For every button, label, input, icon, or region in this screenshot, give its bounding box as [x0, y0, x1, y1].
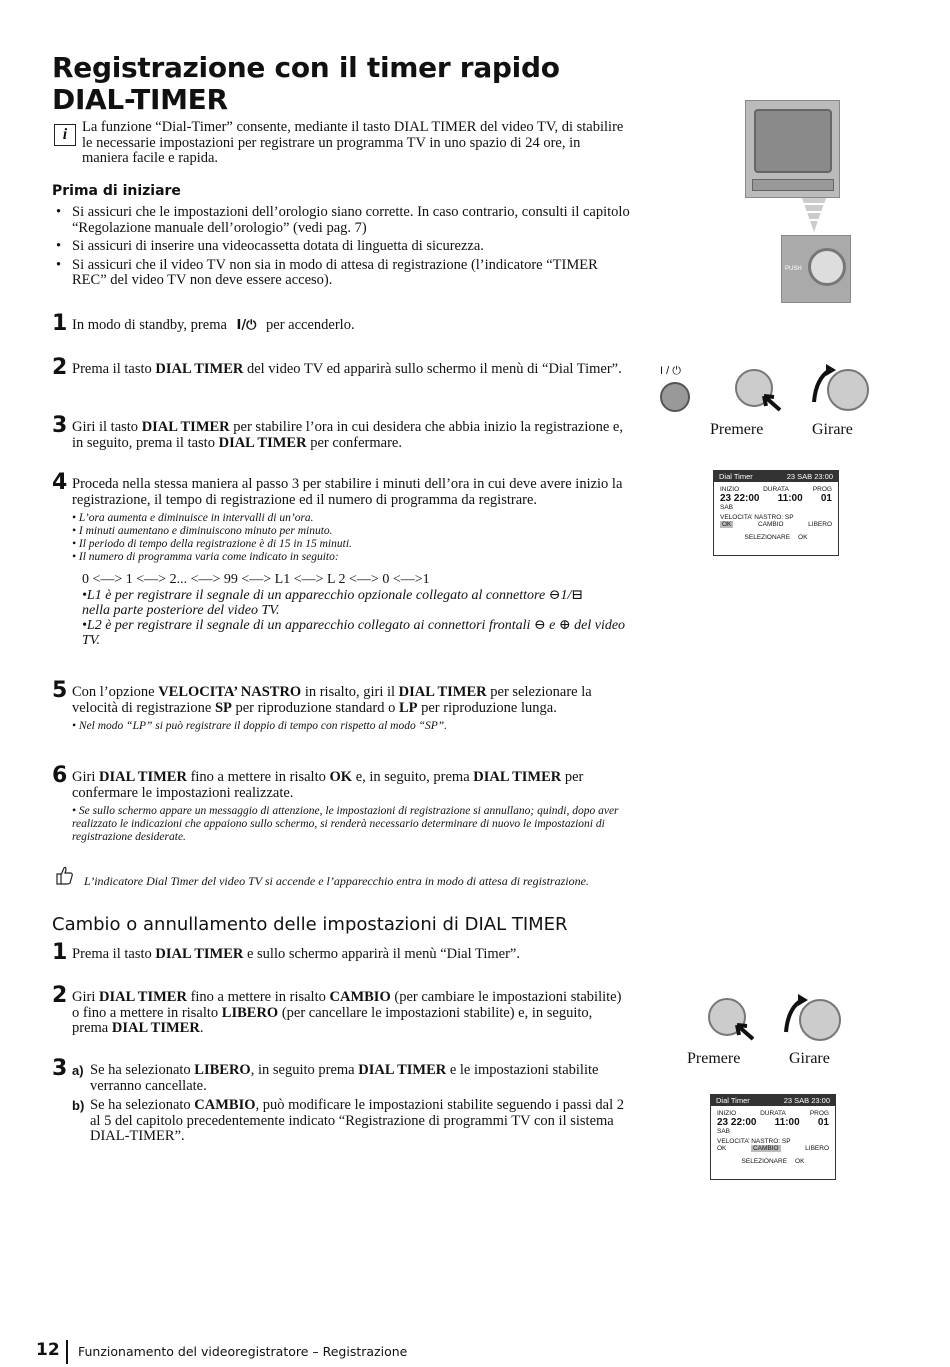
step-text: e le impostazioni stabilite verranno cancellate.	[90, 1062, 599, 1094]
press-label: Premere	[710, 421, 764, 438]
l1-note	[82, 588, 632, 618]
tv-screen	[754, 109, 832, 173]
info-icon: i	[54, 124, 76, 146]
step-text: per stabilire l’ora in cui desidera che abbia inizio la registrazione e, in seguito, prema il tasto	[72, 419, 623, 451]
osd-start-label: INIZIO	[717, 1110, 737, 1117]
step-text: del video TV ed apparirà sullo schermo il menù di “Dial Timer”.	[246, 361, 622, 377]
step-text: Proceda nella stessa maniera al passo 3 per stabilire i minuti dell’ora in cui deve avere inizio la registrazione, il tempo di registrazione ed il numero di programma da registrare.	[72, 476, 623, 508]
page-number: 12	[36, 1340, 60, 1360]
sub-step-label: b)	[72, 1098, 85, 1113]
osd-title: Dial Timer	[719, 472, 753, 481]
key-name: OK	[329, 769, 353, 785]
osd-start-value: 23 22:00	[717, 1117, 757, 1128]
note-text: •L2 è per registrare il segnale di un apparecchio collegato ai connettori frontali	[82, 618, 531, 633]
step-text: Con l’opzione	[72, 684, 155, 700]
program-sequence: 0 <—> 1 <—> 2... <—> 99 <—> L1 <—> L 2 <—> 0 <—>1	[82, 572, 430, 587]
note-text: •L1 è per registrare il segnale di un apparecchio opzionale collegato al connettore	[82, 588, 546, 603]
step-text: per confermare le impostazioni realizzate.	[72, 769, 584, 801]
key-name: VELOCITA’ NASTRO	[158, 684, 302, 700]
power-icon: I/⏻	[236, 318, 257, 333]
dial-closeup	[781, 235, 851, 303]
key-name: SP	[214, 699, 232, 716]
step-text: per selezionare la velocità di registrazione	[72, 684, 592, 716]
step-number: 5	[52, 678, 68, 703]
page-footer	[36, 1338, 536, 1366]
osd-program-value: 01	[820, 493, 832, 504]
step-text: fino a mettere in risalto	[190, 989, 326, 1005]
step-text: Prema il tasto	[72, 946, 152, 962]
key-name: DIAL TIMER	[111, 1020, 200, 1036]
step-text: Se ha selezionato	[90, 1062, 191, 1078]
step-number: 2	[52, 355, 68, 380]
step-text: Se ha selezionato	[90, 1097, 191, 1113]
step-text: Giri	[72, 769, 96, 785]
step-text: , in seguito prema	[250, 1062, 355, 1078]
sub-step-label: a)	[72, 1063, 84, 1078]
osd-day: SAB	[720, 504, 734, 511]
power-button[interactable]	[660, 382, 690, 412]
step-text: e sullo schermo apparirà il menù “Dial Timer”.	[246, 946, 520, 962]
osd-program-label: PROG	[809, 1110, 829, 1117]
step-3	[52, 413, 632, 451]
step-c1	[52, 940, 632, 965]
key-name: CAMBIO	[329, 989, 391, 1005]
osd-program-value: 01	[817, 1117, 829, 1128]
audio-input-icon: ⊕	[558, 618, 571, 633]
l2-note	[82, 618, 632, 648]
osd-clock: 23 SAB 23:00	[783, 1096, 830, 1105]
tip-text: L’indicatore Dial Timer del video TV si accende e l’apparecchio entra in modo di attesa di registrazione.	[84, 874, 589, 888]
input-connector-icon: ⊖	[548, 588, 561, 603]
step-text: fino a mettere in risalto	[190, 769, 326, 785]
key-name: CAMBIO	[194, 1097, 256, 1113]
footer-text: Funzionamento del videoregistratore – Registrazione	[78, 1344, 408, 1359]
osd-ok-hint: OK	[795, 1158, 805, 1165]
step-notes	[72, 512, 632, 564]
note-item: • I minuti aumentano e diminuiscono minuto per minuto.	[72, 525, 333, 537]
step-note: • Se sullo schermo appare un messaggio di attenzione, le impostazioni di registrazione si annullano; quindi, dopo aver realizzato le indicazioni che appaiono sullo schermo, si renderà necessario determinare di nuovo le impostazioni di registrazione desiderate.	[72, 805, 619, 843]
turn-label: Girare	[812, 421, 853, 438]
osd-tape-speed: VELOCITA’ NASTRO: SP	[717, 1138, 791, 1145]
osd-ok-option[interactable]: OK	[717, 1145, 727, 1152]
osd-change-option[interactable]: CAMBIO	[752, 1145, 779, 1152]
step-number: 1	[52, 940, 68, 965]
step-text: .	[199, 1020, 204, 1036]
step-4	[52, 470, 632, 648]
note-item: • Il numero di programma varia come indicato in seguito:	[72, 551, 339, 563]
step-text: , può modificare le impostazioni stabilite seguendo i passi dal 2 al 5 del capitolo precedentemente indicato “Registrazione di programmi TV con il sistema DIAL-TIMER”.	[90, 1097, 624, 1144]
osd-free-option[interactable]: LIBERO	[808, 521, 832, 528]
press-label: Premere	[687, 1050, 741, 1067]
dial-knob[interactable]	[808, 248, 846, 286]
dial-timer-osd	[710, 1094, 836, 1180]
step-number: 4	[52, 470, 68, 495]
osd-select-hint: SELEZIONARE	[741, 1158, 788, 1165]
video-input-icon: ⊖	[533, 618, 546, 633]
key-name: DIAL TIMER	[473, 769, 562, 785]
step-c3	[52, 1056, 632, 1145]
list-item: • Si assicuri che le impostazioni dell’orologio siano corrette. In caso contrario, consulti il capitolo “Regolazione manuale dell’orologio” (vedi pag. 7)	[54, 205, 634, 236]
knob-press-icon	[703, 995, 758, 1043]
osd-clock: 23 SAB 23:00	[786, 472, 833, 481]
osd-program-label: PROG	[812, 486, 832, 493]
scart-icon: ⊟	[571, 588, 584, 603]
osd-day: SAB	[717, 1128, 731, 1135]
list-item: • Si assicuri di inserire una videocassetta dotata di linguetta di sicurezza.	[54, 239, 634, 255]
before-list	[54, 205, 634, 292]
key-name: LP	[398, 699, 418, 716]
osd-ok-hint: OK	[798, 534, 808, 541]
key-name: DIAL TIMER	[155, 946, 244, 962]
step-text: In modo di standby, prema	[72, 317, 227, 333]
step-2	[52, 355, 632, 380]
turn-label: Girare	[789, 1050, 830, 1067]
osd-duration-value: 11:00	[777, 493, 803, 504]
key-name: DIAL TIMER	[155, 361, 244, 377]
arrow-down-icon	[800, 198, 828, 234]
step-c2	[52, 983, 632, 1037]
key-name: DIAL TIMER	[398, 684, 487, 700]
key-name: DIAL TIMER	[218, 434, 307, 451]
step-text: per riproduzione standard o	[235, 699, 396, 716]
step-text: (per cancellare le impostazioni stabilite) e, in seguito, prema	[72, 1004, 593, 1036]
step-text: per confermare.	[310, 434, 402, 451]
key-name: DIAL TIMER	[141, 419, 230, 435]
osd-ok-option[interactable]: OK	[722, 521, 732, 528]
knob-press-icon	[730, 366, 785, 414]
step-text: in risalto, giri il	[304, 684, 396, 700]
note-text: del video TV.	[82, 618, 626, 648]
step-text: e, in seguito, prema	[355, 769, 470, 785]
osd-free-option[interactable]: LIBERO	[805, 1145, 829, 1152]
step-note: • Nel modo “LP” si può registrare il doppio di tempo con rispetto al modo “SP”.	[72, 720, 448, 732]
step-text: per riproduzione lunga.	[421, 699, 557, 716]
osd-title: Dial Timer	[716, 1096, 750, 1105]
osd-duration-label: DURATA	[760, 1110, 786, 1117]
note-text: nella parte posteriore del video TV.	[82, 603, 280, 618]
osd-tape-speed: VELOCITA’ NASTRO: SP	[720, 514, 794, 521]
osd-start-label: INIZIO	[720, 486, 740, 493]
step-number: 6	[52, 763, 68, 788]
step-text: Giri	[72, 989, 96, 1005]
note-text: e	[549, 618, 556, 633]
note-item: • Il periodo di tempo della registrazione è di 15 in 15 minuti.	[72, 538, 352, 550]
step-6	[52, 763, 632, 844]
knob-turn-icon	[804, 362, 874, 414]
tv-illustration	[745, 100, 840, 198]
note-item: • L’ora aumenta e diminuisce in intervalli di un’ora.	[72, 512, 314, 524]
intro-text: La funzione “Dial-Timer” consente, mediante il tasto DIAL TIMER del video TV, di stabilire le necessarie impostazioni per registrare un programma TV in uno spazio di 24 ore, in maniera facile e rapida.	[82, 119, 624, 166]
osd-start-value: 23 22:00	[720, 493, 760, 504]
tv-front-panel	[752, 179, 834, 191]
step-5	[52, 678, 632, 733]
before-heading: Prima di iniziare	[52, 183, 181, 199]
footer-divider	[66, 1340, 68, 1364]
note-text: 1/	[560, 588, 572, 603]
step-number: 2	[52, 983, 68, 1008]
step-number: 3	[52, 1056, 68, 1081]
step-text: Giri il tasto	[72, 419, 139, 435]
step-text: (per cambiare le impostazioni stabilite) o fino a mettere in risalto	[72, 989, 622, 1021]
step-text: per accenderlo.	[266, 317, 355, 333]
step-1	[52, 311, 632, 336]
key-name: DIAL TIMER	[98, 769, 187, 785]
push-label: PUSH	[785, 266, 802, 272]
section-heading: Cambio o annullamento delle impostazioni di DIAL TIMER	[52, 914, 568, 935]
osd-duration-label: DURATA	[763, 486, 789, 493]
list-item: • Si assicuri che il video TV non sia in modo di attesa di registrazione (l’indicatore “TIMER REC” del video TV non deve essere acceso).	[54, 258, 634, 289]
key-name: DIAL TIMER	[358, 1062, 447, 1078]
osd-select-hint: SELEZIONARE	[744, 534, 791, 541]
step-number: 3	[52, 413, 68, 438]
key-name: LIBERO	[221, 1004, 279, 1021]
osd-change-option[interactable]: CAMBIO	[757, 521, 784, 528]
key-name: LIBERO	[194, 1062, 251, 1078]
power-label: I / ⏻	[660, 365, 681, 377]
thumbs-up-icon	[54, 864, 74, 886]
page-title: Registrazione con il timer rapido DIAL-TIMER	[52, 51, 560, 116]
key-name: DIAL TIMER	[98, 989, 187, 1005]
dial-timer-osd	[713, 470, 839, 556]
step-text: Prema il tasto	[72, 361, 152, 377]
osd-duration-value: 11:00	[774, 1117, 800, 1128]
step-number: 1	[52, 311, 68, 336]
knob-turn-icon	[776, 992, 846, 1044]
